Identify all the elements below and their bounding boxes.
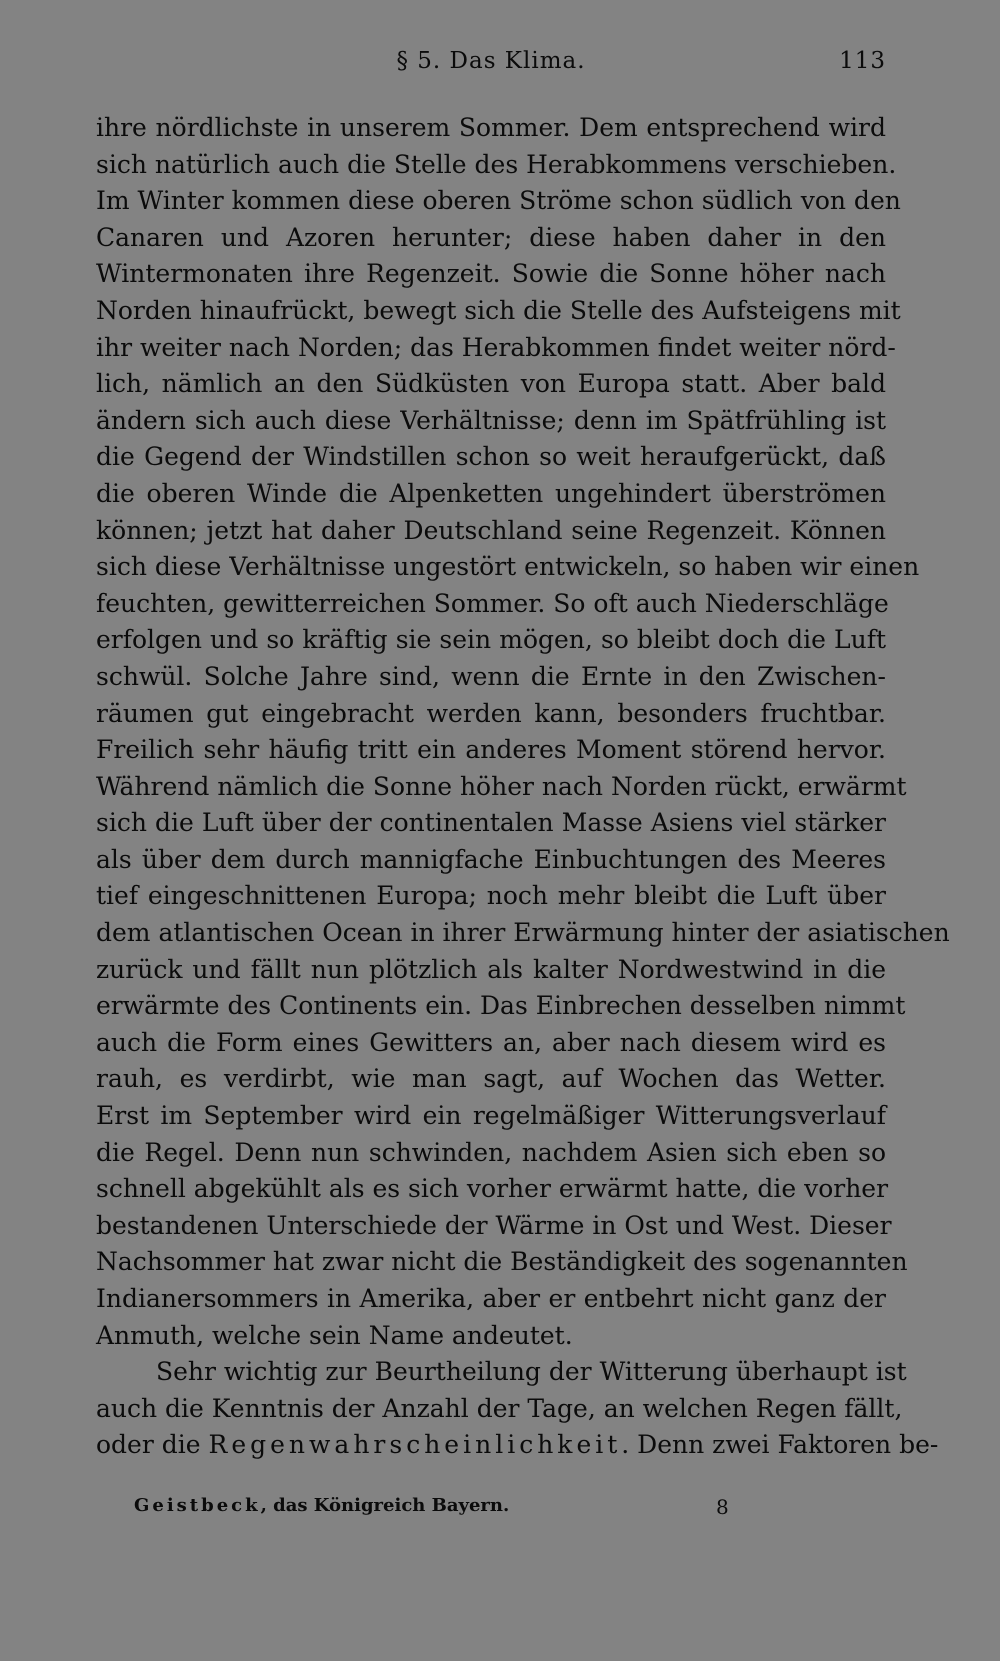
text-line: auch die Form eines Gewitters an, aber nach diesem wird es xyxy=(96,1027,886,1057)
text-line: Canaren und Azoren herunter; diese haben daher in den xyxy=(96,222,886,252)
text-line: die Regel. Denn nun schwinden, nachdem Asien sich eben so xyxy=(96,1137,886,1167)
text-line-with-emphasis xyxy=(96,1427,939,1464)
text-line: ändern sich auch diese Verhältnisse; denn im Spätfrühling ist xyxy=(96,405,886,435)
text-line: als über dem durch mannigfache Einbuchtungen des Meeres xyxy=(96,844,886,874)
footer xyxy=(134,1495,834,1525)
line-text-before: oder die xyxy=(96,1430,209,1460)
text-line: Wintermonaten ihre Regenzeit. Sowie die Sonne höher nach xyxy=(96,259,886,289)
page-number: 113 xyxy=(839,48,886,74)
text-line: Erst im September wird ein regelmäßiger Witterungsverlauf xyxy=(96,1101,886,1131)
text-line: erfolgen und so kräftig sie sein mögen, so bleibt doch die Luft xyxy=(96,625,886,655)
text-line: Während nämlich die Sonne höher nach Norden rückt, erwärmt xyxy=(96,771,907,801)
text-line: ihre nördlichste in unserem Sommer. Dem entsprechend wird xyxy=(96,113,886,142)
text-line: die Gegend der Windstillen schon so weit heraufgerückt, daß xyxy=(96,442,886,472)
text-line: lich, nämlich an den Südküsten von Europa statt. Aber bald xyxy=(96,369,886,399)
paragraph-start-line: Sehr wichtig zur Beurtheilung der Witterung überhaupt ist xyxy=(156,1357,907,1387)
text-line: Im Winter kommen diese oberen Ströme schon südlich von den xyxy=(96,186,901,216)
text-line: Norden hinaufrückt, bewegt sich die Stelle des Aufsteigens mit xyxy=(96,295,901,325)
text-line: sich natürlich auch die Stelle des Herabkommens verschieben. xyxy=(96,149,897,179)
line-text-after: . Denn zwei Faktoren be- xyxy=(621,1430,939,1460)
text-line: sich diese Verhältnisse ungestört entwickeln, so haben wir einen xyxy=(96,552,920,582)
book-signature xyxy=(134,1495,509,1516)
text-line: rauh, es verdirbt, wie man sagt, auf Wochen das Wetter. xyxy=(96,1064,886,1094)
text-line: Nachsommer hat zwar nicht die Beständigkeit des sogenannten xyxy=(96,1247,908,1277)
text-line: tief eingeschnittenen Europa; noch mehr bleibt die Luft über xyxy=(96,881,886,911)
author-name: Geistbeck xyxy=(134,1495,261,1516)
text-line: auch die Kenntnis der Anzahl der Tage, an welchen Regen fällt, xyxy=(96,1393,903,1423)
sheet-signature-mark: 8 xyxy=(716,1495,729,1519)
text-line: sich die Luft über der continentalen Masse Asiens viel stärker xyxy=(96,808,886,838)
body-text xyxy=(96,110,950,1464)
book-title: , das Königreich Bayern. xyxy=(260,1495,510,1516)
text-line: können; jetzt hat daher Deutschland seine Regenzeit. Können xyxy=(96,515,886,545)
section-title: § 5. Das Klima. xyxy=(396,48,586,74)
text-line: schnell abgekühlt als es sich vorher erwärmt hatte, die vorher xyxy=(96,1174,889,1204)
text-line: bestandenen Unterschiede der Wärme in Ost und West. Dieser xyxy=(96,1210,892,1240)
text-line: schwül. Solche Jahre sind, wenn die Ernte in den Zwischen- xyxy=(96,661,886,691)
text-line: die oberen Winde die Alpenketten ungehindert überströmen xyxy=(96,478,886,508)
text-line: Indianersommers in Amerika, aber er entbehrt nicht ganz der xyxy=(96,1284,886,1313)
text-line: zurück und fällt nun plötzlich als kalter Nordwestwind in die xyxy=(96,954,886,984)
text-line: dem atlantischen Ocean in ihrer Erwärmung hinter der asiatischen xyxy=(96,918,950,948)
text-line: feuchten, gewitterreichen Sommer. So oft auch Niederschläge xyxy=(96,588,889,618)
text-line: erwärmte des Continents ein. Das Einbrechen desselben nimmt xyxy=(96,991,906,1021)
text-line: ihr weiter nach Norden; das Herabkommen findet weiter nörd- xyxy=(96,332,896,362)
text-line: räumen gut eingebracht werden kann, besonders fruchtbar. xyxy=(96,698,886,728)
running-header xyxy=(96,48,886,88)
paragraph-end-line: Anmuth, welche sein Name andeutet. xyxy=(96,1320,573,1350)
text-line: Freilich sehr häufig tritt ein anderes Moment störend hervor. xyxy=(96,735,886,765)
emphasized-term: Regenwahrscheinlichkeit xyxy=(208,1430,622,1460)
